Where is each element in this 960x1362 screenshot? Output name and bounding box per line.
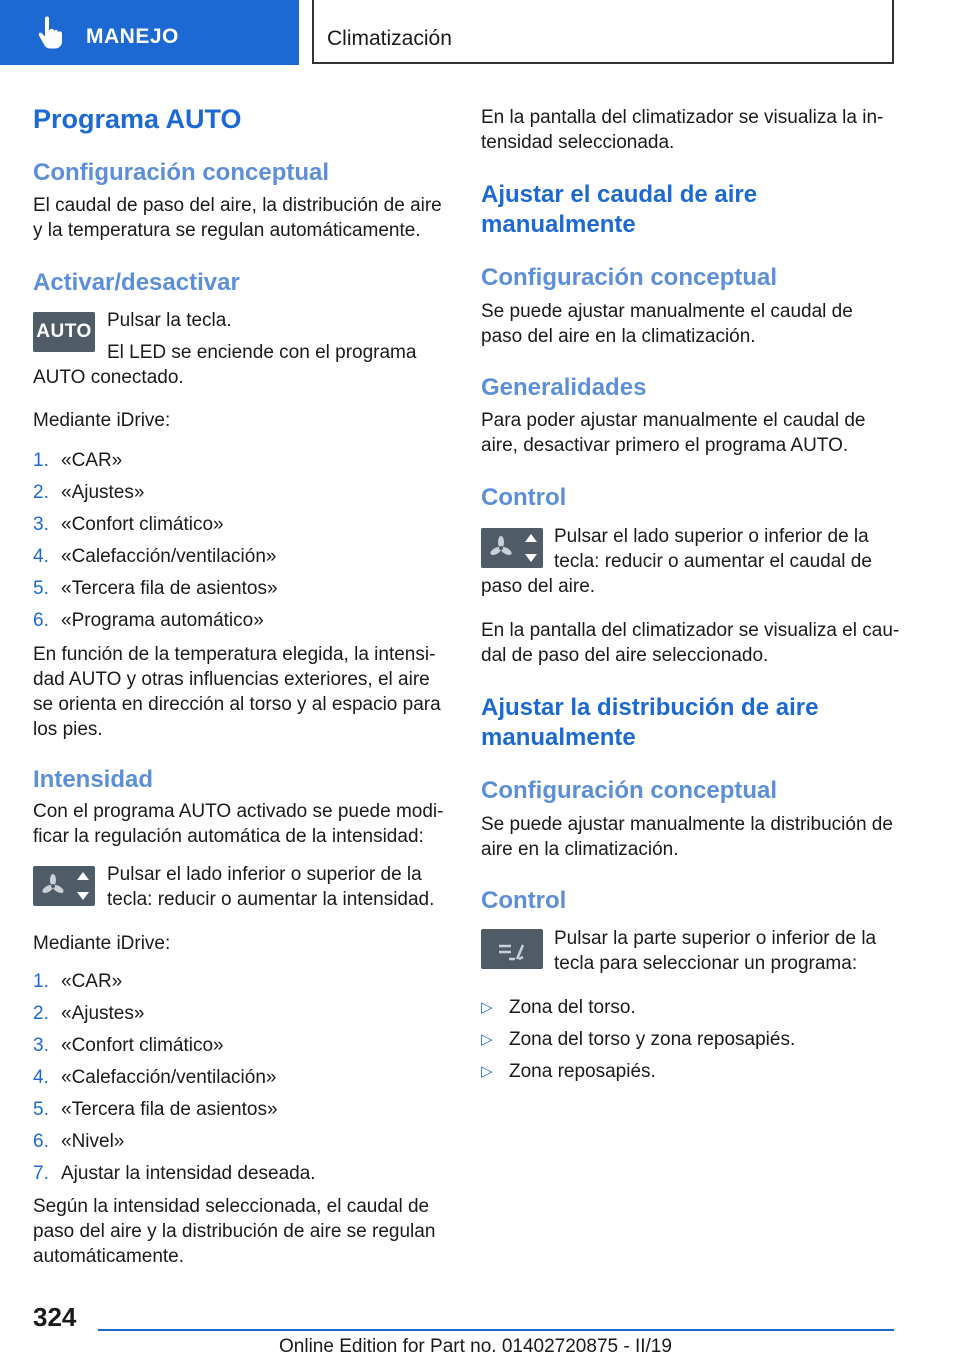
text-line: paso del aire. bbox=[481, 576, 596, 597]
auto-key-label: AUTO bbox=[36, 321, 92, 342]
text-line: tecla: reducir o aumentar la intensidad. bbox=[107, 889, 435, 910]
text-line: Para poder ajustar manualmente el caudal de bbox=[481, 410, 866, 431]
chapter-title: Climatización bbox=[327, 27, 452, 50]
footer-divider bbox=[98, 1329, 894, 1331]
heading-distribucion-2: manualmente bbox=[481, 724, 636, 751]
subheading-control: Control bbox=[481, 887, 567, 914]
text-line: Pulsar la parte superior o inferior de la bbox=[554, 928, 877, 949]
text-line: y la temperatura se regulan automáticamente. bbox=[33, 220, 421, 241]
air-distribution-key-icon bbox=[481, 929, 543, 969]
subheading-intensidad: Intensidad bbox=[33, 766, 154, 793]
subheading-config: Configuración conceptual bbox=[481, 264, 778, 291]
text-line: AUTO conectado. bbox=[33, 367, 184, 388]
subheading-control: Control bbox=[481, 484, 567, 511]
text-line: dad AUTO y otras influencias exteriores, el aire bbox=[33, 669, 430, 690]
text-line: los pies. bbox=[33, 719, 103, 740]
text-line: En la pantalla del climatizador se visualiza el cau‐ bbox=[481, 620, 900, 641]
text-line: En función de la temperatura elegida, la intensi‐ bbox=[33, 644, 436, 665]
fan-key-icon bbox=[33, 866, 95, 906]
text-line: El LED se enciende con el programa bbox=[107, 342, 417, 363]
subheading-activar: Activar/desactivar bbox=[33, 269, 240, 296]
text-line: Pulsar la tecla. bbox=[107, 310, 232, 331]
hand-icon bbox=[34, 14, 70, 50]
text-line: El caudal de paso del aire, la distribución de aire bbox=[33, 195, 442, 216]
text-line: Pulsar el lado inferior o superior de la bbox=[107, 864, 422, 885]
chapter-title-box bbox=[312, 0, 894, 64]
text-line: dal de paso del aire seleccionado. bbox=[481, 645, 769, 666]
text-line: Se puede ajustar manualmente el caudal de bbox=[481, 301, 853, 322]
text-line: Mediante iDrive: bbox=[33, 410, 171, 431]
text-line: aire en la climatización. bbox=[481, 839, 679, 860]
text-line: paso del aire y la distribución de aire se regulan bbox=[33, 1221, 436, 1242]
text-line: En la pantalla del climatizador se visualiza la in‐ bbox=[481, 107, 884, 128]
text-line: tecla para seleccionar un programa: bbox=[554, 953, 858, 974]
page-number: 324 bbox=[33, 1302, 77, 1332]
auto-key-icon bbox=[33, 312, 95, 352]
footer-edition: Online Edition for Part no. 01402720875 - II/19 bbox=[279, 1336, 672, 1357]
text-line: automáticamente. bbox=[33, 1246, 185, 1267]
text-line: Según la intensidad seleccionada, el caudal de bbox=[33, 1196, 430, 1217]
text-line: aire, desactivar primero el programa AUTO. bbox=[481, 435, 849, 456]
heading-programa-auto: Programa AUTO bbox=[33, 104, 242, 134]
heading-distribucion: Ajustar la distribución de aire bbox=[481, 694, 819, 721]
text-line: se orienta en dirección al torso y al espacio para bbox=[33, 694, 441, 715]
fan-key-icon bbox=[481, 528, 543, 568]
text-line: Mediante iDrive: bbox=[33, 933, 171, 954]
subheading-generalidades: Generalidades bbox=[481, 374, 647, 401]
text-line: tecla: reducir o aumentar el caudal de bbox=[554, 551, 872, 572]
text-line: tensidad seleccionada. bbox=[481, 132, 675, 153]
section-label: MANEJO bbox=[86, 25, 179, 48]
text-line: Se puede ajustar manualmente la distribución de bbox=[481, 814, 893, 835]
subheading-config: Configuración conceptual bbox=[481, 777, 778, 804]
text-line: Pulsar el lado superior o inferior de la bbox=[554, 526, 869, 547]
heading-caudal-2: manualmente bbox=[481, 211, 636, 238]
text-line: ficar la regulación automática de la intensidad: bbox=[33, 826, 424, 847]
heading-caudal: Ajustar el caudal de aire bbox=[481, 181, 758, 208]
subheading-config: Configuración conceptual bbox=[33, 159, 330, 186]
text-line: Con el programa AUTO activado se puede modi‐ bbox=[33, 801, 444, 822]
section-tab bbox=[0, 0, 299, 65]
text-line: paso del aire en la climatización. bbox=[481, 326, 756, 347]
